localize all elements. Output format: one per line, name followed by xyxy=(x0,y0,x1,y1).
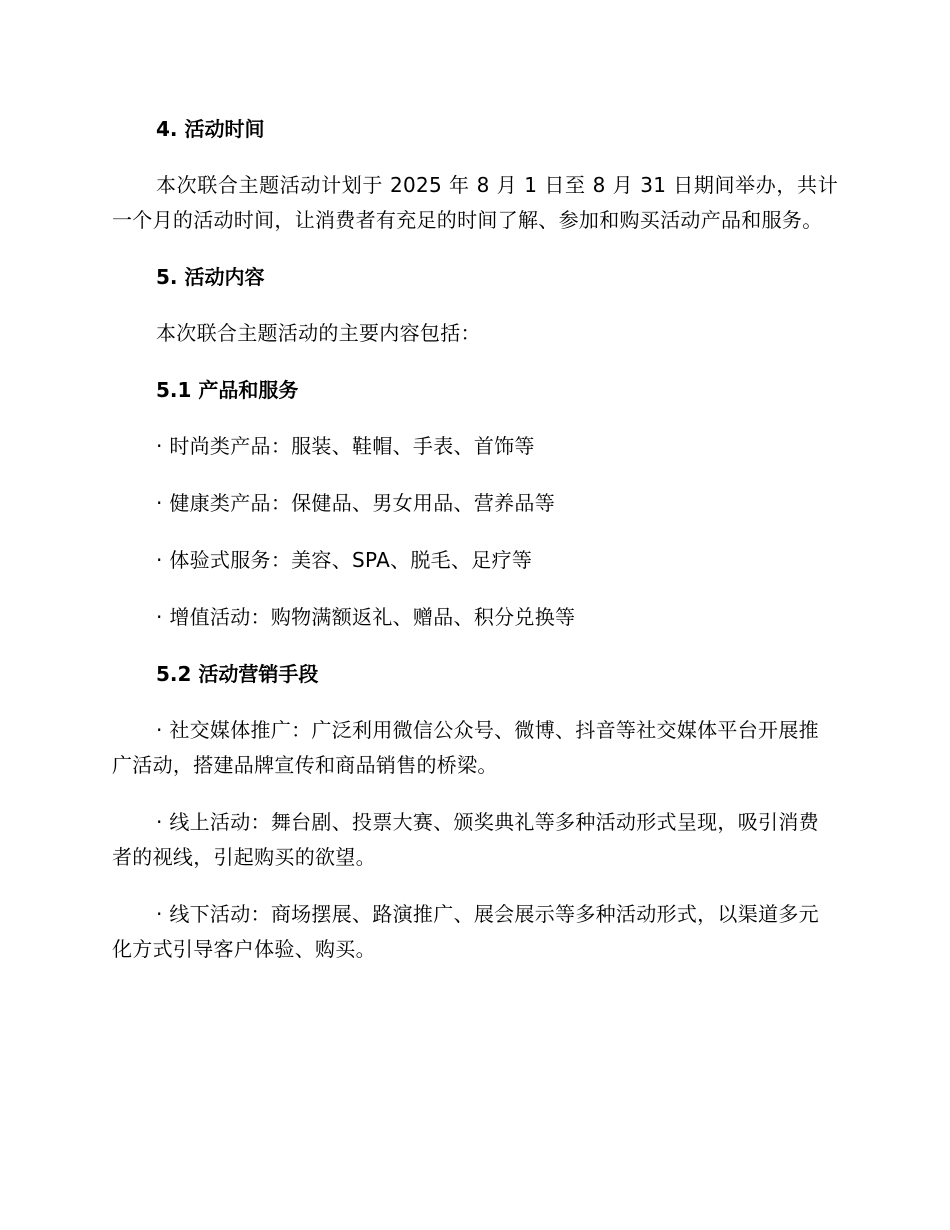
list-item: · 社交媒体推广：广泛利用微信公众号、微博、抖音等社交媒体平台开展推广活动，搭建品牌宣传和商品销售的桥梁。 xyxy=(112,718,819,777)
section-4-body: 本次联合主题活动计划于 2025 年 8 月 1 日至 8 月 31 日期间举办，共计一个月的活动时间，让消费者有充足的时间了解、参加和购买活动产品和服务。 xyxy=(112,173,838,232)
section-5-2-heading: 5.2 活动营销手段 xyxy=(156,662,319,686)
list-item: · 线下活动：商场摆展、路演推广、展会展示等多种活动形式，以渠道多元化方式引导客户体验、购买。 xyxy=(112,902,819,961)
list-item: · 时尚类产品：服装、鞋帽、手表、首饰等 xyxy=(156,434,535,458)
section-5-intro: 本次联合主题活动的主要内容包括： xyxy=(156,321,481,345)
list-item: · 体验式服务：美容、SPA、脱毛、足疗等 xyxy=(156,548,533,572)
list-item: · 增值活动：购物满额返礼、赠品、积分兑换等 xyxy=(156,605,576,629)
section-5-heading: 5. 活动内容 xyxy=(156,265,265,289)
section-5-1-heading: 5.1 产品和服务 xyxy=(156,378,299,402)
section-4-heading: 4. 活动时间 xyxy=(156,117,265,141)
list-item: · 线上活动：舞台剧、投票大赛、颁奖典礼等多种活动形式呈现，吸引消费者的视线，引起购买的欲望。 xyxy=(112,810,819,869)
list-item: · 健康类产品：保健品、男女用品、营养品等 xyxy=(156,491,556,515)
